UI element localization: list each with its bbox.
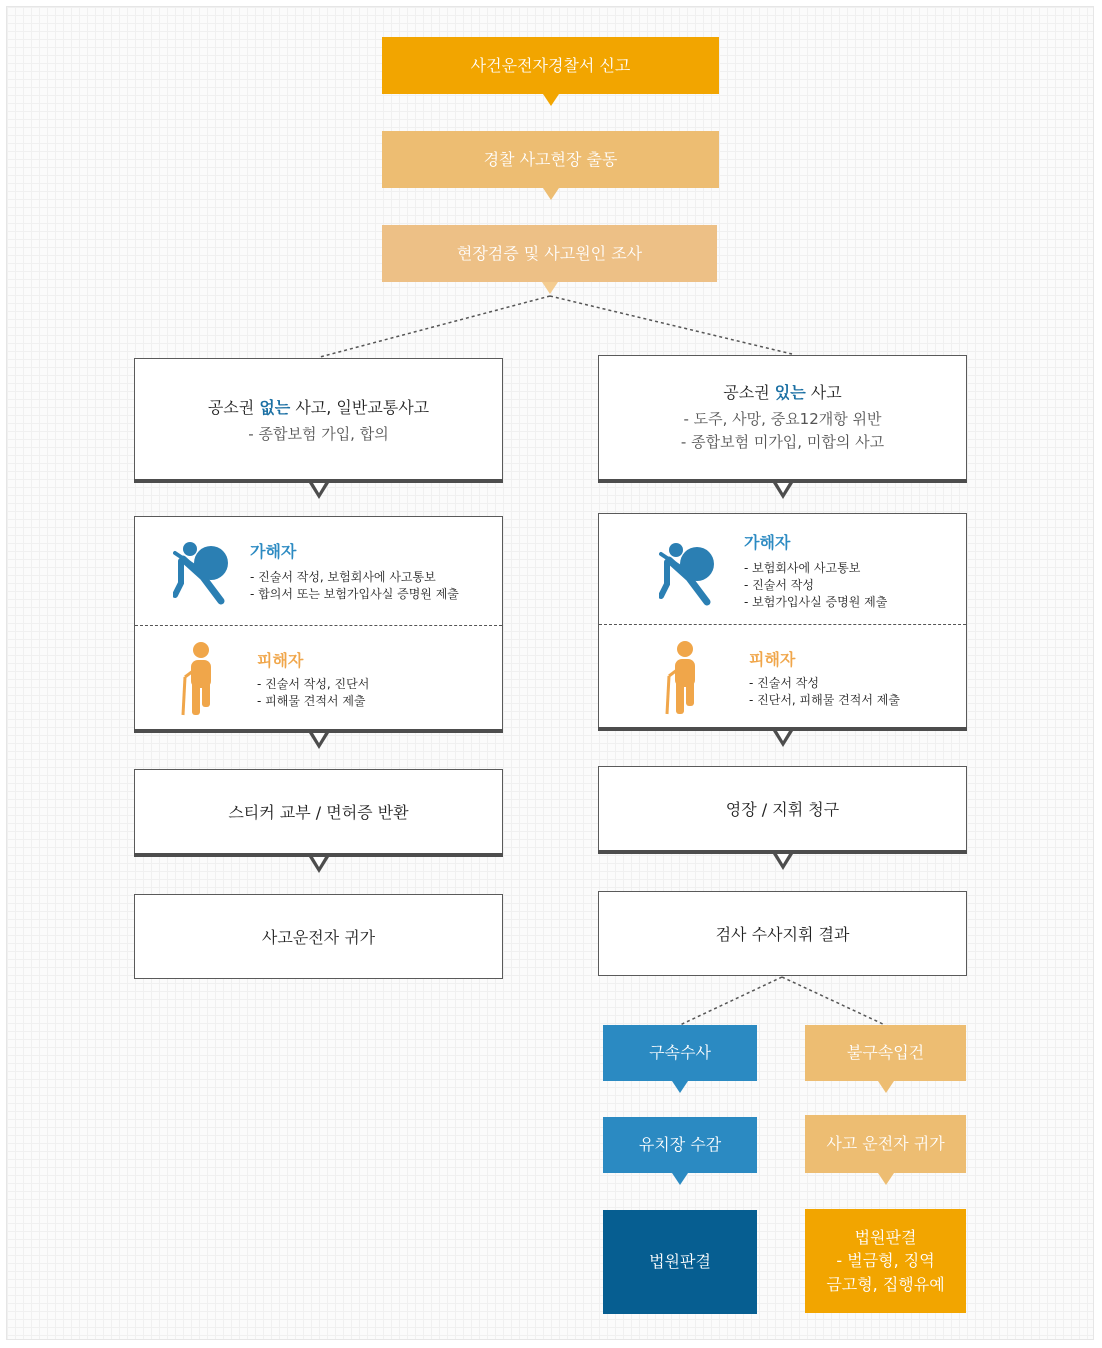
- step-investigate: [382, 225, 717, 282]
- right-step4-box: [598, 891, 967, 976]
- left-step3-box: [134, 769, 503, 857]
- left-case-notch-inner: [313, 483, 325, 493]
- left-parties-divider: [135, 625, 502, 626]
- right-victim-items: [749, 675, 900, 709]
- branch-b-step2: [805, 1115, 966, 1173]
- step-investigate-label: 현장검증 및 사고원인 조사: [456, 243, 643, 263]
- right-case-notch-inner: [777, 483, 789, 493]
- branch-b-step2-pointer: [878, 1173, 894, 1185]
- branch-b-step1: [805, 1025, 966, 1081]
- right-victim-item: - 진술서 작성: [749, 676, 819, 690]
- step-report-label: 사건운전자경찰서 신고: [470, 55, 631, 75]
- branch-a-step1-pointer: [672, 1081, 688, 1093]
- right-title-pre: 공소권: [723, 383, 775, 402]
- branch-a-step2-label: 유치장 수감: [638, 1135, 722, 1155]
- branch-a-step3-label: 법원판결: [649, 1252, 711, 1272]
- branch-b-step3: [805, 1209, 966, 1313]
- branch-b-step2-label: 사고 운전자 귀가: [826, 1134, 945, 1154]
- left-step4-box: [134, 894, 503, 979]
- right-step3-notch-inner: [777, 854, 789, 864]
- left-offender-item: - 진술서 작성, 보험회사에 사고통보: [250, 570, 436, 584]
- connector-left: [320, 296, 550, 357]
- right-victim-label: 피해자: [749, 650, 796, 669]
- left-title-pre: 공소권: [207, 398, 260, 417]
- branch-a-step3: [603, 1210, 757, 1314]
- step-report-pointer: [543, 94, 559, 106]
- left-victim-label: 피해자: [257, 651, 304, 670]
- step-report: [382, 37, 719, 94]
- branch-a-step1: [603, 1025, 757, 1081]
- right-step4-label: 검사 수사지휘 결과: [715, 925, 850, 944]
- left-parties-box: [134, 516, 503, 733]
- branch-b-step1-label: 불구속입건: [846, 1043, 925, 1063]
- left-title-post: 사고, 일반교통사고: [290, 398, 430, 417]
- right-case-sub: [599, 408, 966, 455]
- left-sub-line: - 종합보험 가입, 합의: [248, 425, 389, 443]
- right-title-emphasis: 있는: [774, 383, 806, 402]
- victim-icon: [663, 640, 703, 716]
- step-dispatch-pointer: [543, 188, 559, 200]
- left-case-sub: [135, 423, 502, 446]
- step-dispatch-label: 경찰 사고현장 출동: [483, 149, 618, 169]
- right-offender-item: - 진술서 작성: [744, 578, 814, 592]
- right-step3-box: [598, 766, 967, 854]
- right-case-title: [599, 380, 966, 403]
- right-offender-label: 가해자: [744, 533, 791, 552]
- right-case-box: [598, 355, 967, 483]
- left-offender-items: [250, 569, 459, 603]
- victim-icon: [179, 641, 219, 717]
- connector-branch-a: [680, 977, 782, 1025]
- left-victim-item: - 피해물 견적서 제출: [257, 694, 366, 708]
- right-offender-item: - 보험가입사실 증명원 제출: [744, 595, 888, 609]
- branch-a-step2-pointer: [672, 1173, 688, 1185]
- branch-b-step3-line: 금고형, 집행유예: [826, 1274, 945, 1294]
- connector-right: [550, 296, 792, 354]
- branch-b-step1-pointer: [878, 1081, 894, 1093]
- left-victim-items: [257, 676, 369, 710]
- left-victim-item: - 진술서 작성, 진단서: [257, 677, 370, 691]
- left-parties-notch-inner: [313, 733, 325, 743]
- connector-branch-b: [782, 977, 885, 1025]
- step-dispatch: [382, 131, 719, 188]
- step-investigate-pointer: [542, 282, 558, 294]
- right-victim-item: - 진단서, 피해물 견적서 제출: [749, 693, 900, 707]
- left-title-emphasis: 없는: [259, 398, 291, 417]
- left-step3-label: 스티커 교부 / 면허증 반환: [228, 803, 409, 822]
- left-case-box: [134, 358, 503, 483]
- branch-a-step2: [603, 1117, 757, 1173]
- right-parties-divider: [599, 624, 966, 625]
- right-offender-item: - 보험회사에 사고통보: [744, 561, 861, 575]
- right-offender-items: [744, 560, 887, 611]
- right-parties-box: [598, 513, 967, 731]
- offender-icon: [659, 540, 715, 606]
- left-step3-notch-inner: [313, 857, 325, 867]
- branch-b-step3-title: 법원판결: [854, 1228, 917, 1248]
- right-step3-label: 영장 / 지휘 청구: [725, 800, 840, 819]
- left-step4-label: 사고운전자 귀가: [261, 928, 376, 947]
- left-case-title: [135, 395, 502, 418]
- right-parties-notch-inner: [777, 731, 789, 741]
- branch-a-step1-label: 구속수사: [649, 1043, 711, 1063]
- right-title-post: 사고: [805, 383, 842, 402]
- left-offender-label: 가해자: [250, 542, 297, 561]
- left-offender-item: - 합의서 또는 보험가입사실 증명원 제출: [250, 587, 459, 601]
- branch-b-step3-line: - 벌금형, 징역: [836, 1251, 935, 1271]
- offender-icon: [173, 539, 229, 605]
- right-sub-line: - 도주, 사망, 중요12개항 위반: [683, 410, 882, 428]
- right-sub-line: - 종합보험 미가입, 미합의 사고: [680, 433, 885, 452]
